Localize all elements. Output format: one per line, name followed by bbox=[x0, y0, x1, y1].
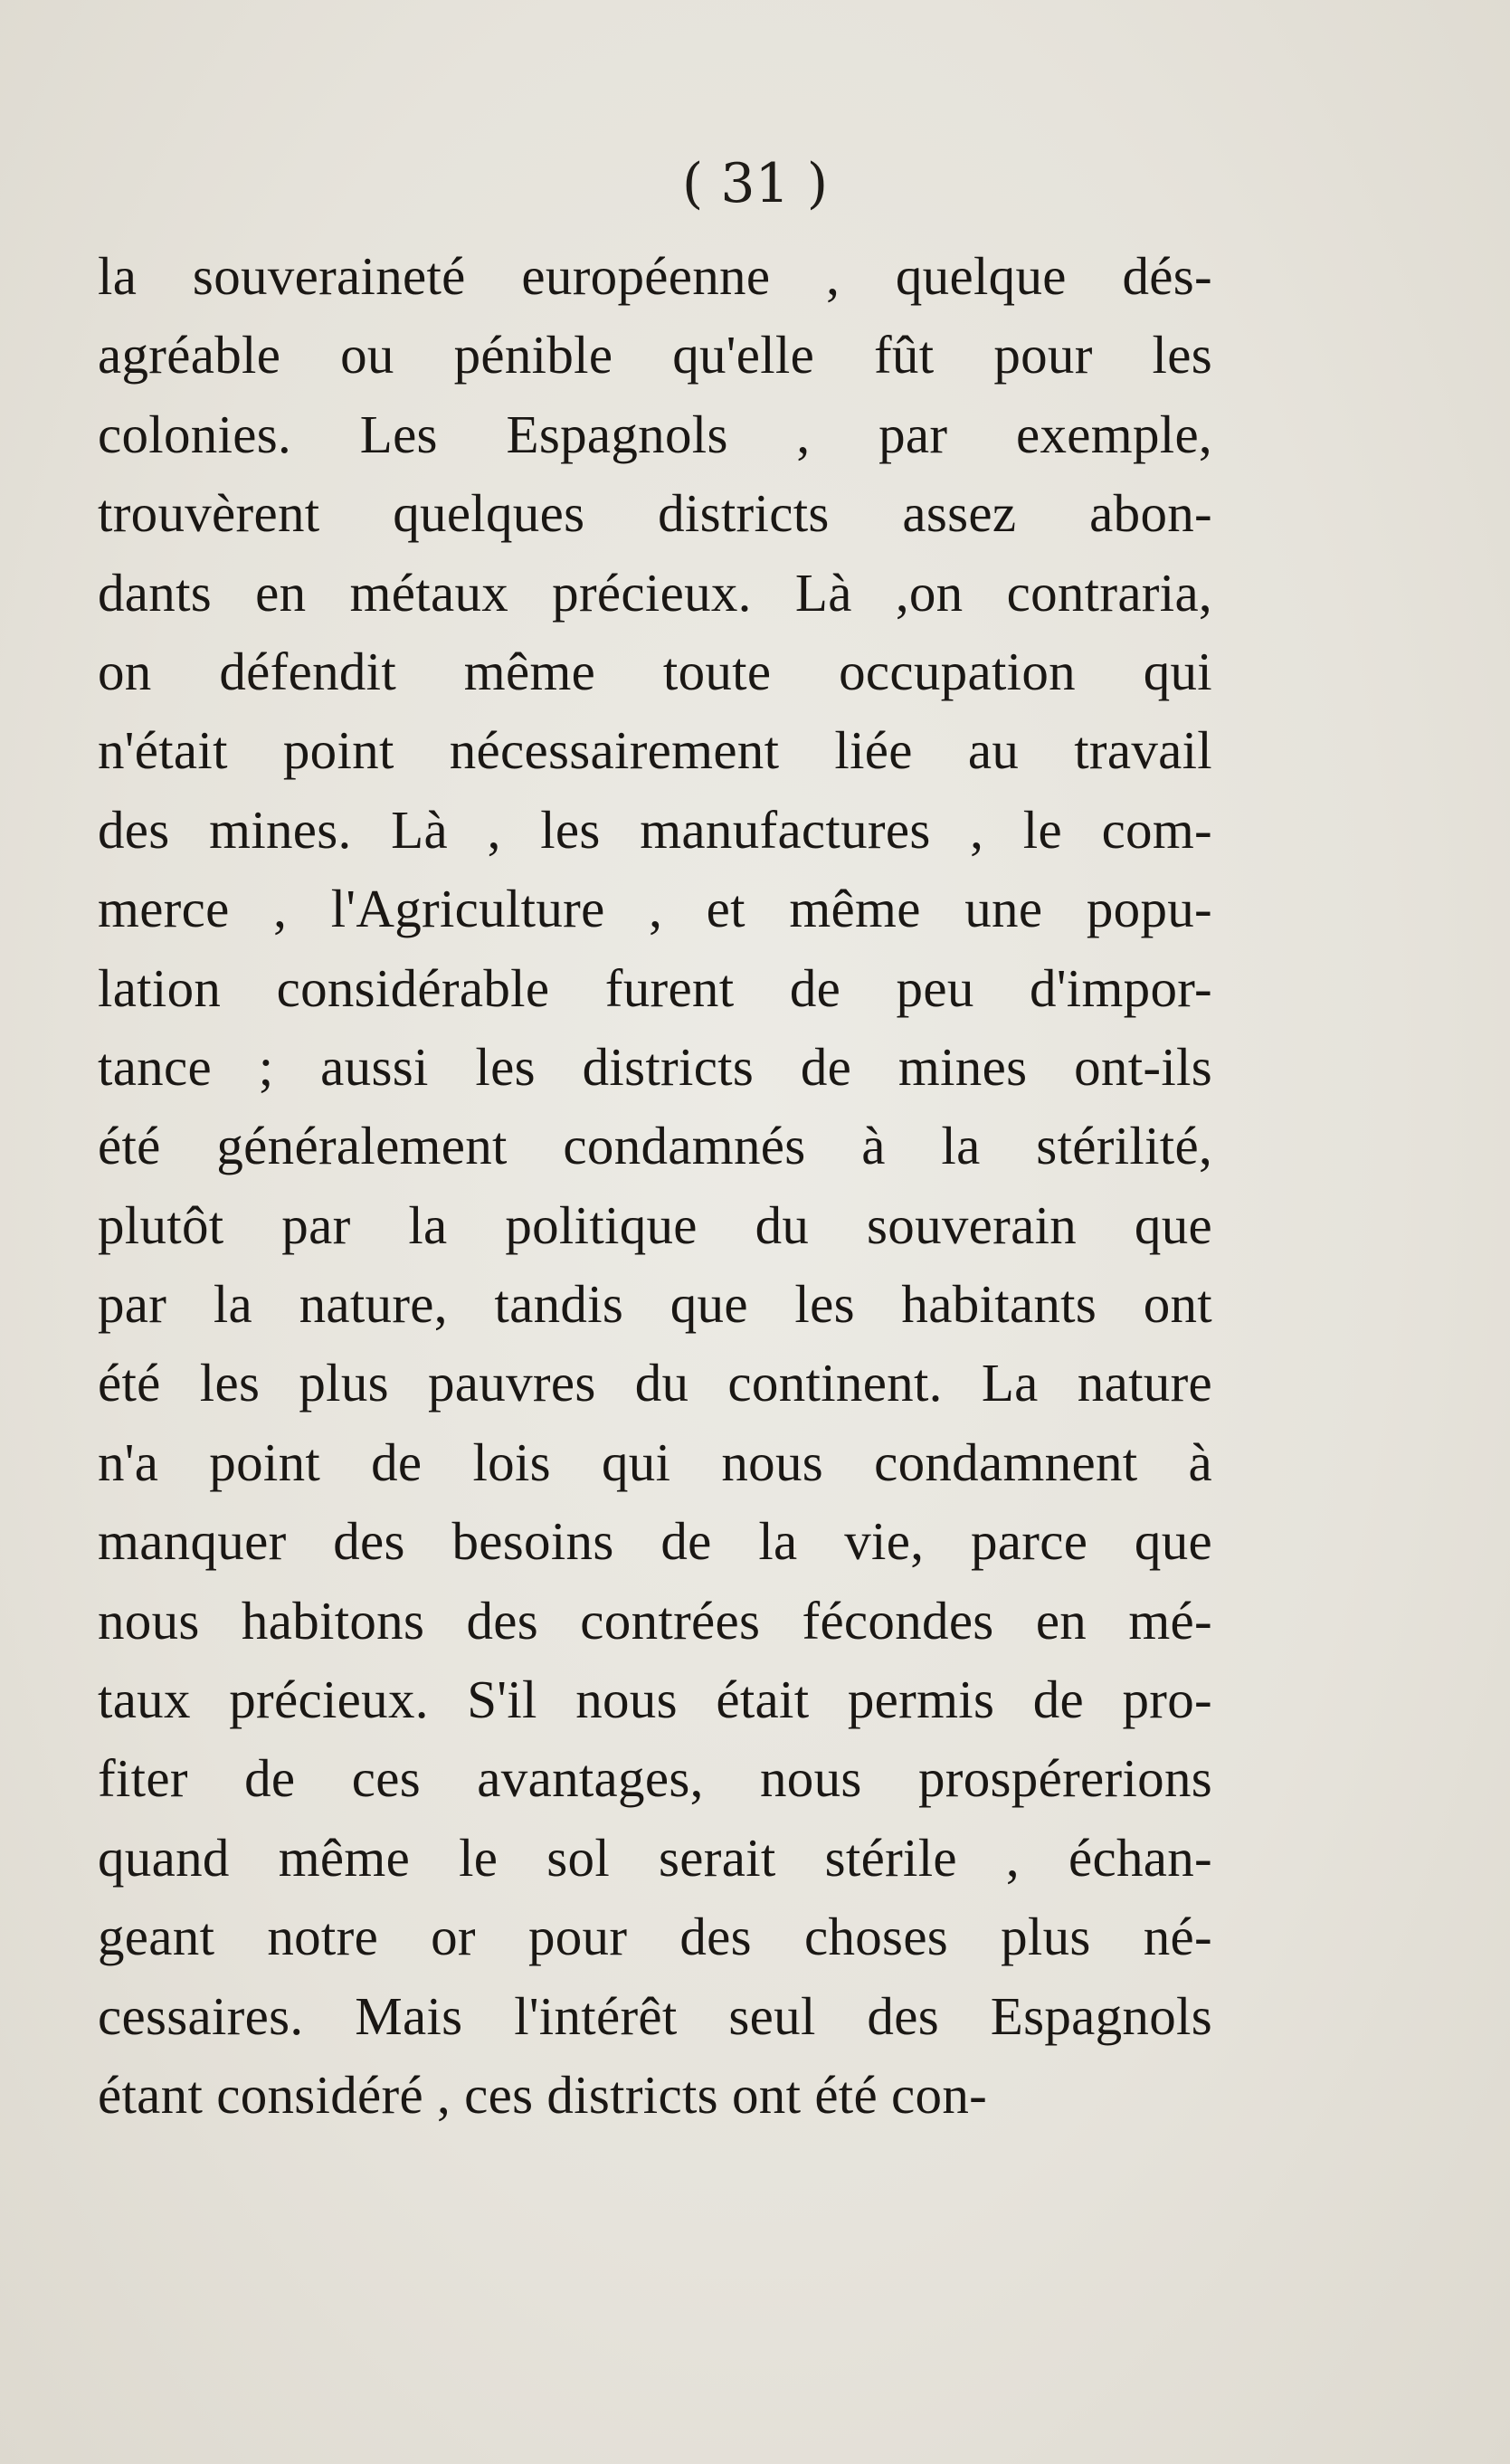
text-line: cessaires. Mais l'intérêt seul des Espagnols bbox=[98, 1985, 1212, 2046]
text-line: n'a point de lois qui nous condamnent à bbox=[98, 1432, 1212, 1492]
text-line: merce , l'Agriculture , et même une popu- bbox=[98, 879, 1212, 939]
text-line: par la nature, tandis que les habitants ont bbox=[98, 1274, 1212, 1335]
text-line: on défendit même toute occupation qui bbox=[98, 641, 1212, 701]
text-line: été généralement condamnés à la stérilité, bbox=[98, 1116, 1212, 1176]
text-line: trouvèrent quelques districts assez abon- bbox=[98, 483, 1212, 544]
text-line: quand même le sol serait stérile , échan- bbox=[98, 1827, 1212, 1888]
text-line: étant considéré , ces districts ont été con- bbox=[98, 2064, 988, 2125]
text-line: tance ; aussi les districts de mines ont-ils bbox=[98, 1036, 1212, 1097]
text-line: dants en métaux précieux. Là ,on contraria, bbox=[98, 562, 1212, 623]
text-line: la souveraineté européenne , quelque dés- bbox=[98, 246, 1212, 306]
text-line: taux précieux. S'il nous était permis de pro- bbox=[98, 1670, 1212, 1730]
text-line: plutôt par la politique du souverain que bbox=[98, 1194, 1212, 1255]
text-line: été les plus pauvres du continent. La nature bbox=[98, 1353, 1212, 1413]
text-line: geant notre or pour des choses plus né- bbox=[98, 1907, 1212, 1967]
text-line: fiter de ces avantages, nous prospérerions bbox=[98, 1748, 1212, 1809]
page-number: ( 31 ) bbox=[681, 152, 829, 215]
text-line: des mines. Là , les manufactures , le com- bbox=[98, 799, 1212, 860]
text-line: lation considérable furent de peu d'impor- bbox=[98, 957, 1212, 1018]
text-line: agréable ou pénible qu'elle fût pour les bbox=[98, 325, 1212, 385]
text-line: manquer des besoins de la vie, parce que bbox=[98, 1511, 1212, 1572]
text-line: n'était point nécessairement liée au travail bbox=[98, 720, 1212, 781]
body-text bbox=[98, 237, 1212, 2135]
text-line: colonies. Les Espagnols , par exemple, bbox=[98, 404, 1212, 464]
text-line: nous habitons des contrées fécondes en mé- bbox=[98, 1590, 1212, 1651]
